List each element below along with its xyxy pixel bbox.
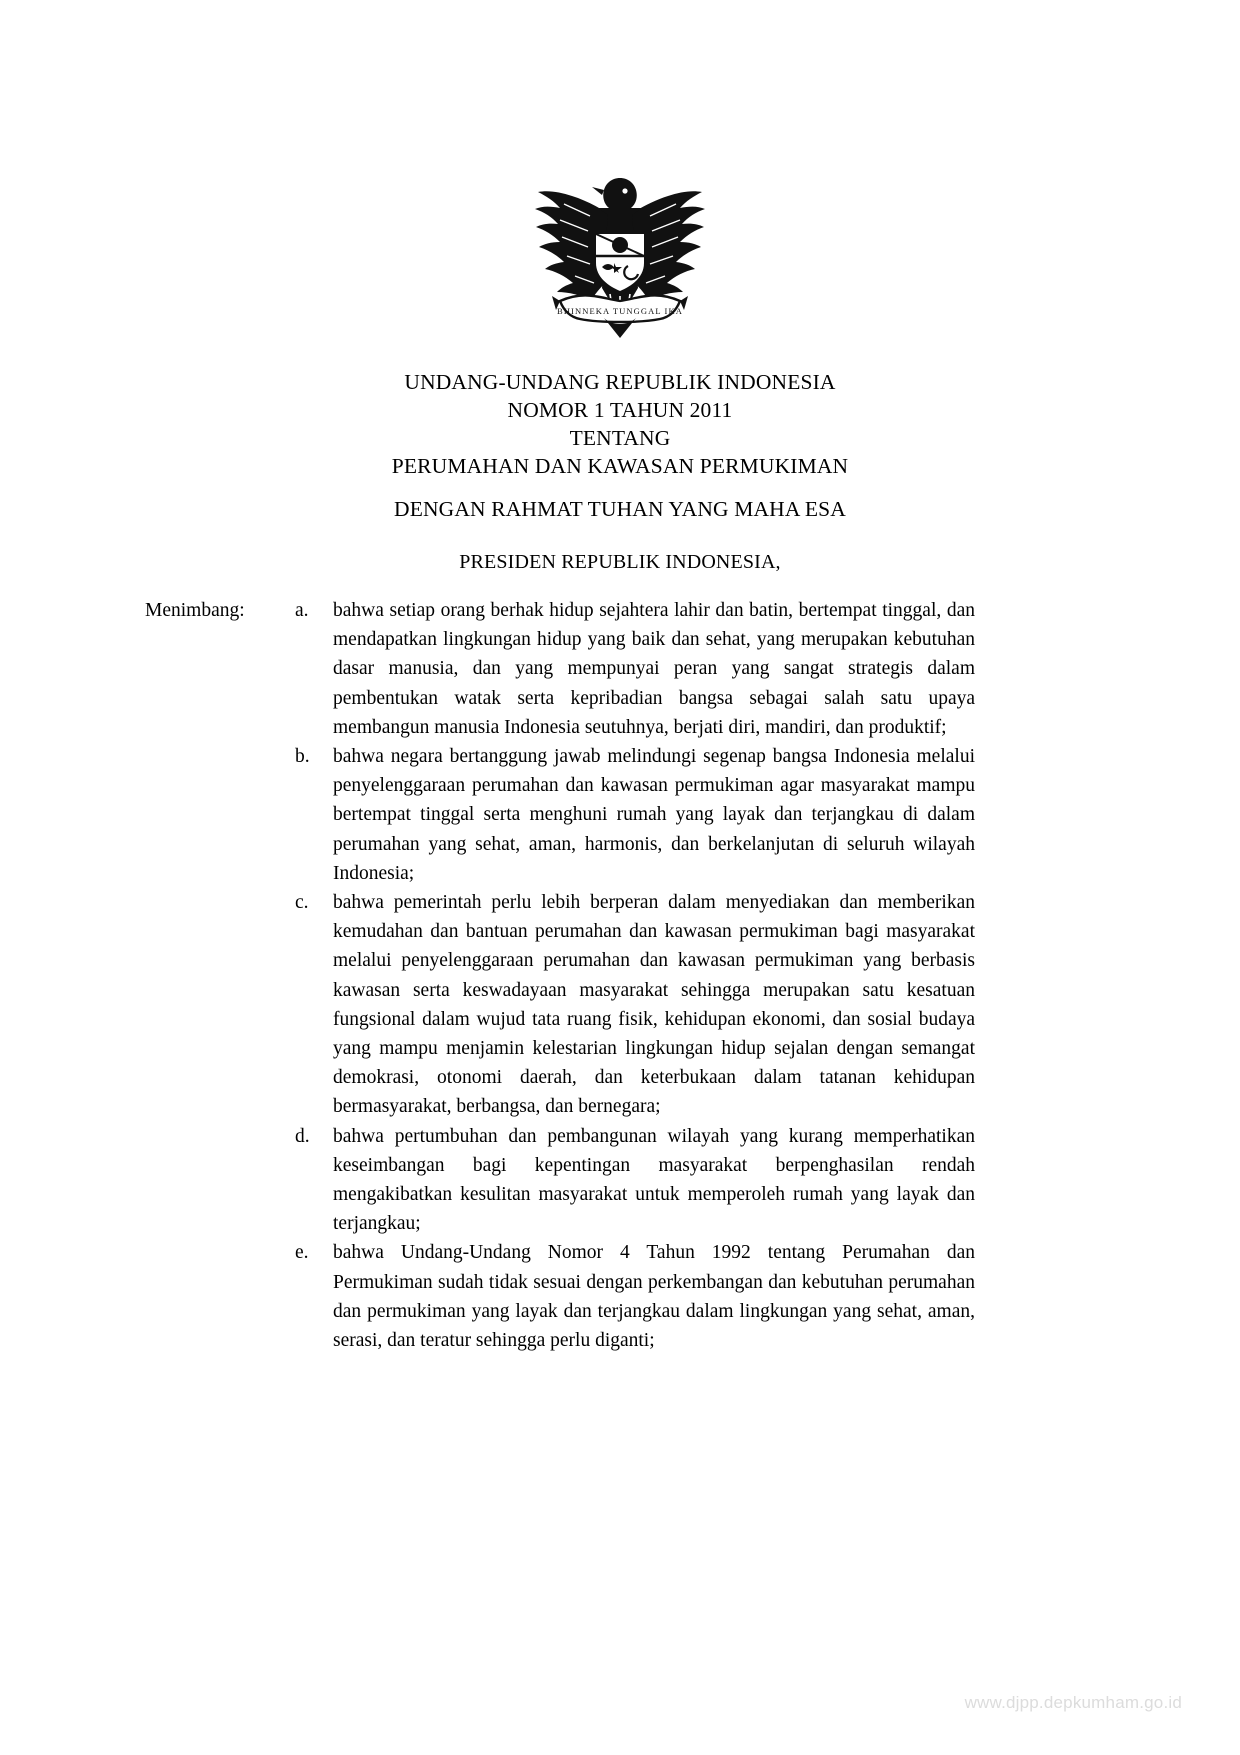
- list-item-text: bahwa pemerintah perlu lebih berperan dalam menyediakan dan memberikan kemudahan dan bantuan perumahan dan kawasan permukiman bagi masyarakat melalui penyelenggaraan perumahan dan kawasan permukiman yang berbasis kawasan serta keswadayaan masyarakat sehingga merupakan satu kesatuan fungsional dalam wujud tata ruang fisik, kehidupan ekonomi, dan sosial budaya yang mampu menjamin kelestarian lingkungan hidup sejalan dengan semangat demokrasi, otonomi daerah, dan keterbukaan dalam tatanan kehidupan bermasyarakat, berbangsa, dan bernegara;: [333, 892, 975, 1118]
- list-item: [295, 1122, 975, 1239]
- title-line-3: TENTANG: [569, 426, 671, 450]
- considerations-section: [145, 596, 975, 1355]
- list-item-text: bahwa Undang-Undang Nomor 4 Tahun 1992 tentang Perumahan dan Permukiman sudah tidak sesuai dengan perkembangan dan kebutuhan perumahan dan permukiman yang layak dan terjangkau dalam lingkungan yang sehat, aman, serasi, dan teratur sehingga perlu diganti;: [333, 1242, 975, 1352]
- blessing-block: [0, 495, 1240, 523]
- footer-watermark: www.djpp.depkumham.go.id: [964, 1693, 1182, 1712]
- list-item-text: bahwa setiap orang berhak hidup sejahtera lahir dan batin, bertempat tinggal, dan mendapatkan lingkungan hidup yang baik dan sehat, yang merupakan kebutuhan dasar manusia, dan yang mempunyai peran yang sangat strategis dalam pembentukan watak serta kepribadian bangsa sebagai salah satu upaya membangun manusia Indonesia seutuhnya, berjati diri, mandiri, dan produktif;: [333, 600, 975, 738]
- authority-block: [0, 548, 1240, 576]
- list-item: [295, 596, 975, 742]
- list-item-marker: c.: [295, 892, 309, 914]
- title-line-1: UNDANG-UNDANG REPUBLIK INDONESIA: [404, 370, 836, 394]
- title-line-2: NOMOR 1 TAHUN 2011: [507, 398, 733, 422]
- list-item-text: bahwa pertumbuhan dan pembangunan wilayah yang kurang memperhatikan keseimbangan bagi kepentingan masyarakat berpenghasilan rendah mengakibatkan kesulitan masyarakat untuk memperoleh rumah yang layak dan terjangkau;: [333, 1125, 975, 1235]
- list-item-marker: e.: [295, 1242, 309, 1264]
- considerations-label: Menimbang:: [145, 600, 245, 621]
- list-item-marker: a.: [295, 600, 309, 621]
- list-item: [295, 1238, 975, 1355]
- blessing-text: DENGAN RAHMAT TUHAN YANG MAHA ESA: [394, 497, 846, 521]
- list-item-marker: b.: [295, 746, 310, 768]
- garuda-pancasila-icon: [530, 168, 710, 340]
- considerations-list: [295, 596, 975, 1355]
- document-title-block: [0, 368, 1240, 480]
- considerations-row: [145, 596, 975, 1355]
- title-line-4: PERUMAHAN DAN KAWASAN PERMUKIMAN: [391, 454, 849, 478]
- authority-text: PRESIDEN REPUBLIK INDONESIA,: [459, 551, 781, 573]
- svg-text:BHINNEKA TUNGGAL IKA: BHINNEKA TUNGGAL IKA: [557, 306, 683, 316]
- list-item: [295, 888, 975, 1122]
- list-item-marker: d.: [295, 1125, 310, 1147]
- emblem-container: [0, 168, 1240, 340]
- list-item-text: bahwa negara bertanggung jawab melindungi segenap bangsa Indonesia melalui penyelenggaraan perumahan dan kawasan permukiman agar masyarakat mampu bertempat tinggal serta menghuni rumah yang layak dan terjangkau di dalam perumahan yang sehat, aman, harmonis, dan berkelanjutan di seluruh wilayah Indonesia;: [333, 746, 975, 884]
- list-item: [295, 742, 975, 888]
